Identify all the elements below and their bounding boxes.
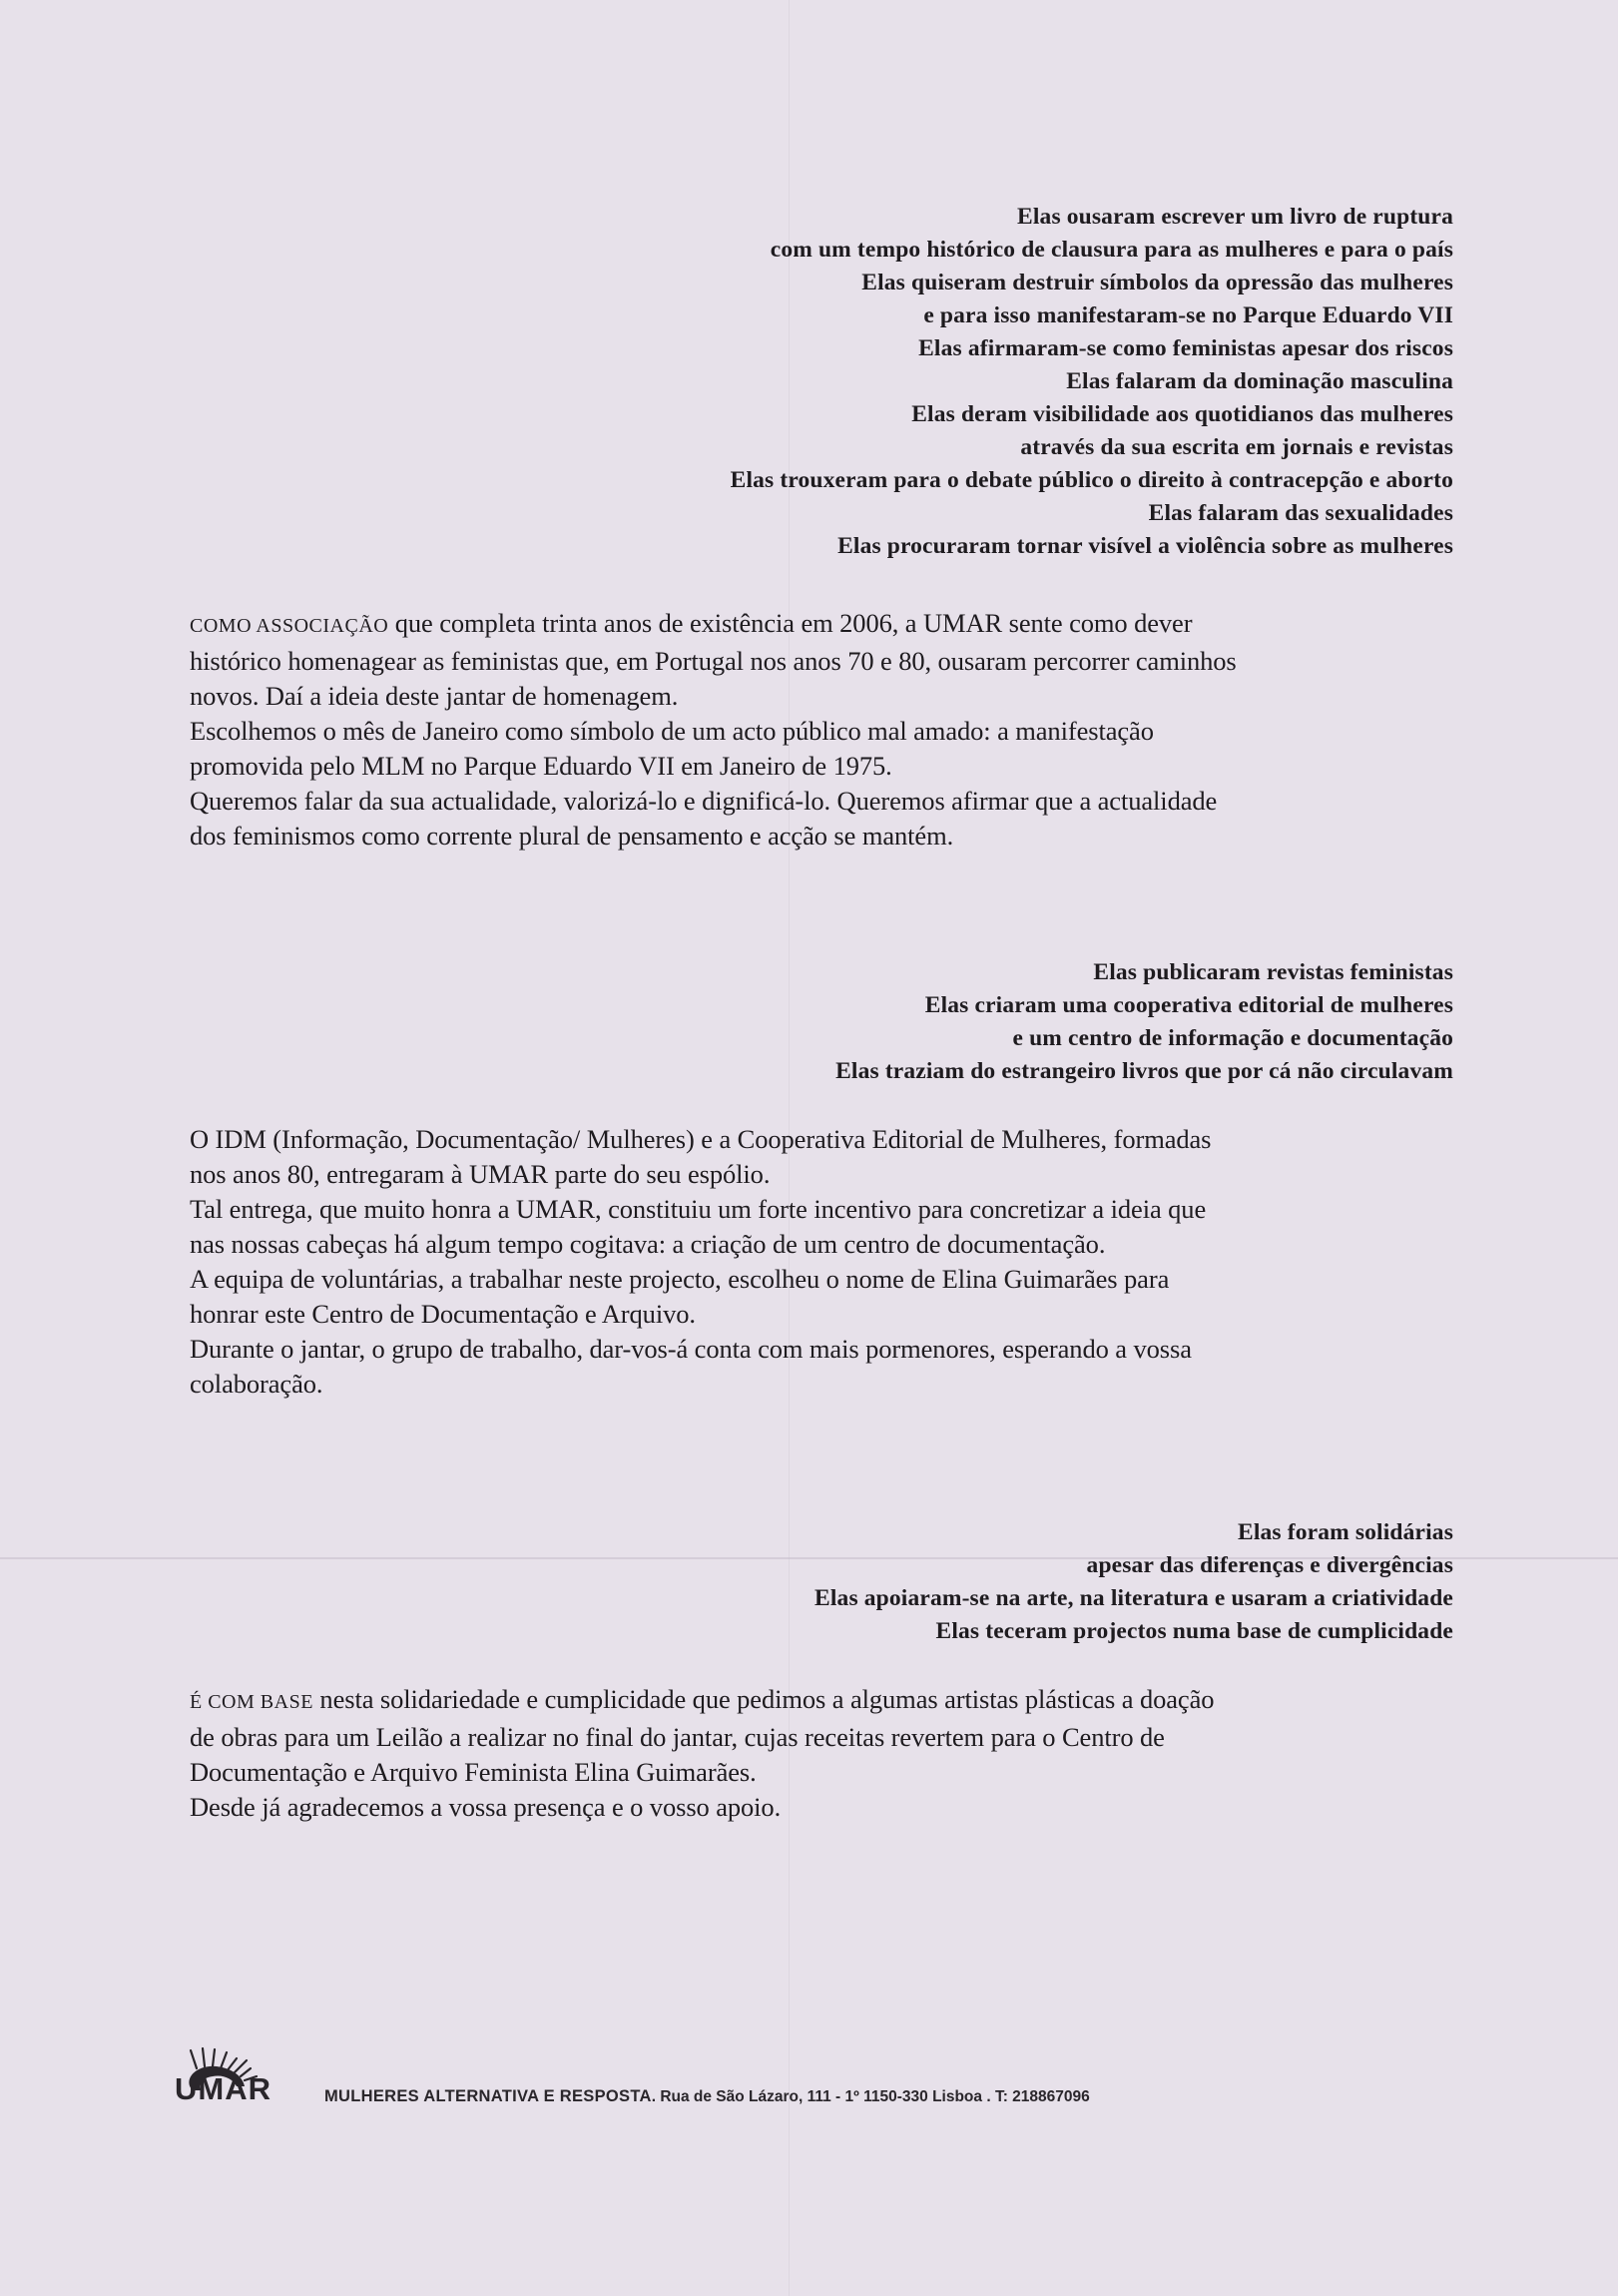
verse-line: Elas quiseram destruir símbolos da opressão das mulheres xyxy=(861,270,1453,295)
prose-line: O IDM (Informação, Documentação/ Mulheres) e a Cooperativa Editorial de Mulheres, formadas xyxy=(190,1124,1212,1154)
prose-line: de obras para um Leilão a realizar no final do jantar, cujas receitas revertem para o Centro de xyxy=(190,1722,1165,1752)
prose-line: promovida pelo MLM no Parque Eduardo VII em Janeiro de 1975. xyxy=(190,751,892,781)
verse-line: Elas publicaram revistas feministas xyxy=(1093,959,1453,985)
verse-line: Elas apoiaram-se na arte, na literatura e usaram a criatividade xyxy=(814,1585,1453,1611)
prose-line: Queremos falar da sua actualidade, valorizá-lo e dignificá-lo. Queremos afirmar que a actualidade xyxy=(190,786,1218,816)
prose-block-1 xyxy=(190,606,1452,854)
prose-line: Tal entrega, que muito honra a UMAR, constituiu um forte incentivo para concretizar a ideia que xyxy=(190,1194,1207,1224)
verse-line: através da sua escrita em jornais e revistas xyxy=(1020,434,1453,460)
organization-name: MULHERES ALTERNATIVA E RESPOSTA xyxy=(324,2087,652,2105)
prose-line: dos feminismos como corrente plural de pensamento e acção se mantém. xyxy=(190,821,954,851)
verse-line: Elas afirmaram-se como feministas apesar dos riscos xyxy=(918,335,1453,361)
prose-line: É COM BASE nesta solidariedade e cumplicidade que pedimos a algumas artistas plásticas a doação xyxy=(190,1684,1215,1714)
prose-line: nos anos 80, entregaram à UMAR parte do seu espólio. xyxy=(190,1159,771,1189)
prose-line: A equipa de voluntárias, a trabalhar neste projecto, escolheu o nome de Elina Guimarães para xyxy=(190,1264,1170,1294)
verse-block-1 xyxy=(731,201,1453,563)
verse-line: e para isso manifestaram-se no Parque Eduardo VII xyxy=(923,302,1453,328)
prose-block-3 xyxy=(190,1682,1452,1825)
verse-line: Elas traziam do estrangeiro livros que por cá não circulavam xyxy=(835,1058,1453,1084)
verse-block-3 xyxy=(814,1516,1453,1648)
prose-line: honrar este Centro de Documentação e Arquivo. xyxy=(190,1299,696,1329)
verse-line: Elas falaram das sexualidades xyxy=(1148,500,1453,526)
small-caps-lead: COMO ASSOCIAÇÃO xyxy=(190,615,389,637)
verse-line: Elas deram visibilidade aos quotidianos das mulheres xyxy=(911,401,1453,427)
small-caps-lead: É COM BASE xyxy=(190,1691,313,1713)
prose-line: Escolhemos o mês de Janeiro como símbolo de um acto público mal amado: a manifestação xyxy=(190,716,1154,746)
verse-line: Elas trouxeram para o debate público o direito à contracepção e aborto xyxy=(730,467,1453,493)
verse-line: Elas falaram da dominação masculina xyxy=(1066,368,1453,394)
umar-logo-text: UMAR xyxy=(175,2071,271,2106)
verse-line: Elas procuraram tornar visível a violência sobre as mulheres xyxy=(837,533,1453,559)
verse-line: e um centro de informação e documentação xyxy=(1012,1025,1453,1051)
prose-line: nas nossas cabeças há algum tempo cogitava: a criação de um centro de documentação. xyxy=(190,1229,1106,1259)
prose-line: colaboração. xyxy=(190,1369,323,1399)
verse-line: Elas teceram projectos numa base de cumplicidade xyxy=(935,1618,1453,1644)
prose-line: Desde já agradecemos a vossa presença e o vosso apoio. xyxy=(190,1792,782,1822)
verse-block-2 xyxy=(835,956,1453,1088)
verse-line: Elas criaram uma cooperativa editorial de mulheres xyxy=(924,992,1453,1018)
footer-contact xyxy=(324,2087,1090,2106)
prose-block-2 xyxy=(190,1122,1452,1402)
verse-line: apesar das diferenças e divergências xyxy=(1086,1552,1453,1578)
footer xyxy=(175,2046,1472,2121)
prose-line: Durante o jantar, o grupo de trabalho, dar-vos-á conta com mais pormenores, esperando a vossa xyxy=(190,1334,1192,1364)
address: . Rua de São Lázaro, 111 - 1º 1150-330 Lisboa . T: 218867096 xyxy=(651,2088,1090,2105)
prose-line: novos. Daí a ideia deste jantar de homenagem. xyxy=(190,681,679,711)
prose-line: COMO ASSOCIAÇÃO que completa trinta anos de existência em 2006, a UMAR sente como dever xyxy=(190,608,1193,638)
prose-line: Documentação e Arquivo Feminista Elina Guimarães. xyxy=(190,1757,757,1787)
verse-line: Elas ousaram escrever um livro de ruptura xyxy=(1017,204,1453,230)
prose-line: histórico homenagear as feministas que, em Portugal nos anos 70 e 80, ousaram percorrer caminhos xyxy=(190,646,1237,676)
verse-line: Elas foram solidárias xyxy=(1238,1519,1453,1545)
verse-line: com um tempo histórico de clausura para as mulheres e para o país xyxy=(770,237,1453,263)
